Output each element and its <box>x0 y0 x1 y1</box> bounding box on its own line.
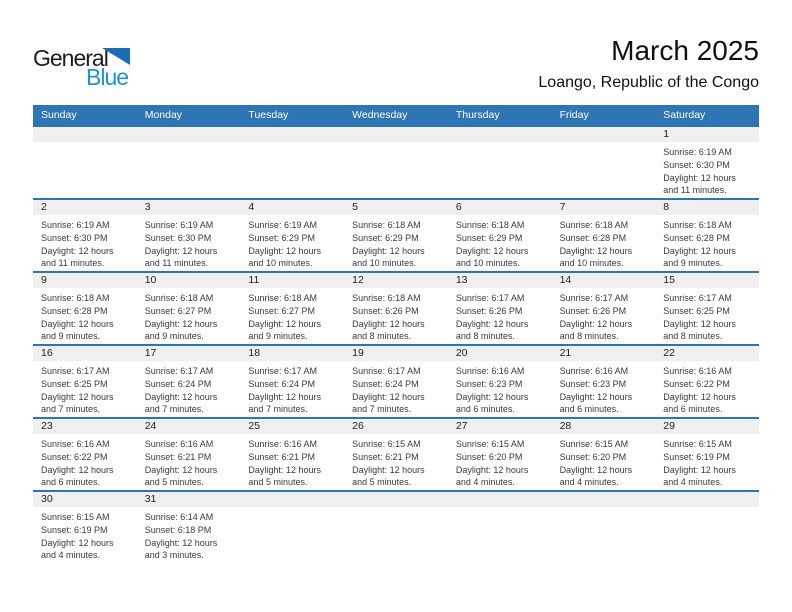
week-row-2 <box>33 198 759 271</box>
day-info <box>240 215 344 270</box>
day-cell-30 <box>33 492 137 563</box>
day-number: 30 <box>33 492 137 507</box>
day-cell-17 <box>137 346 241 417</box>
day-cell-24 <box>137 419 241 490</box>
week-row-4 <box>33 344 759 417</box>
day-info <box>655 361 759 416</box>
day-number: 22 <box>655 346 759 361</box>
day-info <box>448 142 552 146</box>
daylight-text: Daylight: 12 hours and 8 minutes. <box>352 318 425 342</box>
daylight-text: Daylight: 12 hours and 5 minutes. <box>144 464 218 488</box>
sunrise-text: Sunrise: 6:19 AM <box>144 220 214 230</box>
week-row-6 <box>33 490 759 563</box>
day-info <box>137 434 241 489</box>
sunset-text: Sunset: 6:25 PM <box>663 305 730 316</box>
day-number: 26 <box>344 419 448 434</box>
day-info <box>240 434 344 489</box>
week-row-1 <box>33 125 759 198</box>
empty-cell <box>240 127 344 198</box>
day-info <box>448 434 552 489</box>
daylight-text: Daylight: 12 hours and 8 minutes. <box>559 318 633 342</box>
day-number <box>240 127 344 142</box>
day-number <box>448 492 552 507</box>
day-info <box>33 288 137 343</box>
sunrise-text: Sunrise: 6:15 AM <box>559 439 629 449</box>
month-title: March 2025 <box>611 35 759 66</box>
day-info <box>655 507 759 511</box>
day-cell-5 <box>344 200 448 271</box>
daylight-text: Daylight: 12 hours and 11 minutes. <box>41 245 114 269</box>
weekday-header-monday: Monday <box>144 109 183 121</box>
day-cell-6 <box>448 200 552 271</box>
day-info <box>240 288 344 343</box>
sunrise-text: Sunrise: 6:17 AM <box>352 366 421 376</box>
day-info <box>240 361 344 416</box>
day-cell-16 <box>33 346 137 417</box>
day-info <box>344 507 448 511</box>
sunset-text: Sunset: 6:19 PM <box>41 524 108 535</box>
daylight-text: Daylight: 12 hours and 7 minutes. <box>352 391 425 415</box>
daylight-text: Daylight: 12 hours and 9 minutes. <box>663 245 736 269</box>
day-number: 24 <box>137 419 241 434</box>
sunset-text: Sunset: 6:24 PM <box>352 378 419 389</box>
sunrise-text: Sunrise: 6:16 AM <box>41 439 110 449</box>
sunrise-text: Sunrise: 6:17 AM <box>455 293 525 303</box>
sunset-text: Sunset: 6:27 PM <box>248 305 315 316</box>
empty-cell <box>448 492 552 563</box>
sunrise-text: Sunrise: 6:17 AM <box>144 366 214 376</box>
weekday-header-sunday: Sunday <box>41 109 77 121</box>
weekday-header-wednesday: Wednesday <box>352 109 408 121</box>
sunrise-text: Sunrise: 6:15 AM <box>455 439 525 449</box>
daylight-text: Daylight: 12 hours and 11 minutes. <box>144 245 218 269</box>
sunrise-text: Sunrise: 6:18 AM <box>41 293 110 303</box>
day-info <box>33 434 137 489</box>
day-cell-7 <box>552 200 656 271</box>
daylight-text: Daylight: 12 hours and 11 minutes. <box>663 172 736 196</box>
daylight-text: Daylight: 12 hours and 10 minutes. <box>455 245 529 269</box>
day-number: 18 <box>240 346 344 361</box>
day-cell-25 <box>240 419 344 490</box>
day-info <box>552 288 656 343</box>
day-number: 8 <box>655 200 759 215</box>
day-cell-15 <box>655 273 759 344</box>
day-info <box>240 142 344 146</box>
day-info <box>448 288 552 343</box>
day-info <box>448 361 552 416</box>
day-cell-14 <box>552 273 656 344</box>
daylight-text: Daylight: 12 hours and 5 minutes. <box>352 464 425 488</box>
empty-cell <box>240 492 344 563</box>
day-info <box>448 215 552 270</box>
day-info <box>552 361 656 416</box>
day-info <box>552 215 656 270</box>
empty-cell <box>344 127 448 198</box>
day-info <box>33 361 137 416</box>
sunrise-text: Sunrise: 6:19 AM <box>663 147 732 157</box>
sunset-text: Sunset: 6:23 PM <box>455 378 523 389</box>
sunset-text: Sunset: 6:30 PM <box>41 232 108 243</box>
sunset-text: Sunset: 6:26 PM <box>455 305 523 316</box>
week-row-3 <box>33 271 759 344</box>
sunrise-text: Sunrise: 6:19 AM <box>248 220 317 230</box>
daylight-text: Daylight: 12 hours and 6 minutes. <box>559 391 633 415</box>
day-cell-9 <box>33 273 137 344</box>
day-info <box>33 142 137 146</box>
day-info <box>33 215 137 270</box>
sunrise-text: Sunrise: 6:15 AM <box>352 439 421 449</box>
logo-text-general: General <box>33 45 108 71</box>
sunrise-text: Sunrise: 6:17 AM <box>663 293 732 303</box>
sunset-text: Sunset: 6:20 PM <box>559 451 627 462</box>
sunrise-text: Sunrise: 6:16 AM <box>144 439 214 449</box>
calendar-table <box>33 105 759 563</box>
day-number: 31 <box>137 492 241 507</box>
week-row-5 <box>33 417 759 490</box>
day-info <box>344 215 448 270</box>
empty-cell <box>344 492 448 563</box>
daylight-text: Daylight: 12 hours and 6 minutes. <box>663 391 736 415</box>
day-info <box>240 507 344 511</box>
sunset-text: Sunset: 6:25 PM <box>41 378 108 389</box>
day-info <box>552 507 656 511</box>
empty-cell <box>655 492 759 563</box>
sunrise-text: Sunrise: 6:17 AM <box>559 293 629 303</box>
day-info <box>655 434 759 489</box>
day-number: 12 <box>344 273 448 288</box>
day-cell-8 <box>655 200 759 271</box>
sunset-text: Sunset: 6:29 PM <box>455 232 523 243</box>
calendar-weeks <box>33 125 759 563</box>
day-number: 27 <box>448 419 552 434</box>
day-cell-31 <box>137 492 241 563</box>
day-info <box>137 507 241 562</box>
day-number: 6 <box>448 200 552 215</box>
day-number: 17 <box>137 346 241 361</box>
sunrise-text: Sunrise: 6:16 AM <box>248 439 317 449</box>
day-info <box>137 288 241 343</box>
sunrise-text: Sunrise: 6:18 AM <box>663 220 732 230</box>
day-cell-21 <box>552 346 656 417</box>
day-info <box>552 142 656 146</box>
sunrise-text: Sunrise: 6:16 AM <box>559 366 629 376</box>
day-number: 9 <box>33 273 137 288</box>
daylight-text: Daylight: 12 hours and 10 minutes. <box>248 245 321 269</box>
day-number: 10 <box>137 273 241 288</box>
sunrise-text: Sunrise: 6:16 AM <box>455 366 525 376</box>
day-cell-27 <box>448 419 552 490</box>
day-info <box>137 215 241 270</box>
daylight-text: Daylight: 12 hours and 7 minutes. <box>41 391 114 415</box>
day-info <box>552 434 656 489</box>
daylight-text: Daylight: 12 hours and 4 minutes. <box>455 464 529 488</box>
header-titles <box>538 35 759 92</box>
day-number: 16 <box>33 346 137 361</box>
day-number: 3 <box>137 200 241 215</box>
sunrise-text: Sunrise: 6:18 AM <box>248 293 317 303</box>
day-number: 25 <box>240 419 344 434</box>
daylight-text: Daylight: 12 hours and 6 minutes. <box>455 391 529 415</box>
day-cell-1 <box>655 127 759 198</box>
day-cell-22 <box>655 346 759 417</box>
day-number <box>344 492 448 507</box>
day-number: 13 <box>448 273 552 288</box>
empty-cell <box>137 127 241 198</box>
empty-cell <box>33 127 137 198</box>
day-cell-28 <box>552 419 656 490</box>
day-number: 23 <box>33 419 137 434</box>
day-number <box>655 492 759 507</box>
sunset-text: Sunset: 6:26 PM <box>559 305 627 316</box>
daylight-text: Daylight: 12 hours and 4 minutes. <box>41 537 114 561</box>
sunset-text: Sunset: 6:24 PM <box>248 378 315 389</box>
day-cell-12 <box>344 273 448 344</box>
sunrise-text: Sunrise: 6:18 AM <box>455 220 525 230</box>
sunrise-text: Sunrise: 6:15 AM <box>41 512 110 522</box>
day-number <box>240 492 344 507</box>
day-info <box>137 142 241 146</box>
weekday-header-saturday: Saturday <box>663 109 706 121</box>
day-info <box>344 361 448 416</box>
daylight-text: Daylight: 12 hours and 9 minutes. <box>248 318 321 342</box>
logo-text-blue: Blue <box>86 64 129 90</box>
day-cell-26 <box>344 419 448 490</box>
sunrise-text: Sunrise: 6:18 AM <box>144 293 214 303</box>
weekday-header-friday: Friday <box>559 109 589 121</box>
sunrise-text: Sunrise: 6:15 AM <box>663 439 732 449</box>
sunset-text: Sunset: 6:18 PM <box>144 524 212 535</box>
sunset-text: Sunset: 6:28 PM <box>559 232 627 243</box>
sunrise-text: Sunrise: 6:18 AM <box>352 293 421 303</box>
day-number: 14 <box>552 273 656 288</box>
weekday-header-tuesday: Tuesday <box>248 109 289 121</box>
sunrise-text: Sunrise: 6:14 AM <box>144 512 214 522</box>
day-info <box>448 507 552 511</box>
daylight-text: Daylight: 12 hours and 9 minutes. <box>41 318 114 342</box>
day-number <box>448 127 552 142</box>
daylight-text: Daylight: 12 hours and 4 minutes. <box>559 464 633 488</box>
daylight-text: Daylight: 12 hours and 3 minutes. <box>144 537 218 561</box>
day-cell-3 <box>137 200 241 271</box>
sunset-text: Sunset: 6:29 PM <box>248 232 315 243</box>
day-info <box>344 288 448 343</box>
sunset-text: Sunset: 6:24 PM <box>144 378 212 389</box>
weekday-header-thursday: Thursday <box>455 109 500 121</box>
day-number <box>344 127 448 142</box>
day-info <box>655 288 759 343</box>
sunset-text: Sunset: 6:27 PM <box>144 305 212 316</box>
daylight-text: Daylight: 12 hours and 9 minutes. <box>144 318 218 342</box>
daylight-text: Daylight: 12 hours and 4 minutes. <box>663 464 736 488</box>
sunset-text: Sunset: 6:22 PM <box>663 378 730 389</box>
sunset-text: Sunset: 6:28 PM <box>663 232 730 243</box>
sunrise-text: Sunrise: 6:17 AM <box>41 366 110 376</box>
day-cell-4 <box>240 200 344 271</box>
day-number: 1 <box>655 127 759 142</box>
day-cell-11 <box>240 273 344 344</box>
day-number <box>137 127 241 142</box>
day-cell-18 <box>240 346 344 417</box>
day-info <box>344 434 448 489</box>
sunset-text: Sunset: 6:30 PM <box>663 159 730 170</box>
day-number: 4 <box>240 200 344 215</box>
sunset-text: Sunset: 6:29 PM <box>352 232 419 243</box>
sunrise-text: Sunrise: 6:17 AM <box>248 366 317 376</box>
sunrise-text: Sunrise: 6:18 AM <box>559 220 629 230</box>
day-info <box>655 215 759 270</box>
sunset-text: Sunset: 6:22 PM <box>41 451 108 462</box>
daylight-text: Daylight: 12 hours and 8 minutes. <box>663 318 736 342</box>
day-cell-23 <box>33 419 137 490</box>
day-number: 29 <box>655 419 759 434</box>
day-number: 5 <box>344 200 448 215</box>
location-subtitle: Loango, Republic of the Congo <box>538 74 759 91</box>
daylight-text: Daylight: 12 hours and 7 minutes. <box>144 391 218 415</box>
sunrise-text: Sunrise: 6:16 AM <box>663 366 732 376</box>
sunset-text: Sunset: 6:21 PM <box>352 451 419 462</box>
empty-cell <box>448 127 552 198</box>
day-cell-29 <box>655 419 759 490</box>
day-number <box>33 127 137 142</box>
day-cell-10 <box>137 273 241 344</box>
day-info <box>33 507 137 562</box>
sunrise-text: Sunrise: 6:19 AM <box>41 220 110 230</box>
day-number: 15 <box>655 273 759 288</box>
sunrise-text: Sunrise: 6:18 AM <box>352 220 421 230</box>
day-number: 7 <box>552 200 656 215</box>
daylight-text: Daylight: 12 hours and 10 minutes. <box>352 245 425 269</box>
daylight-text: Daylight: 12 hours and 7 minutes. <box>248 391 321 415</box>
day-info <box>655 142 759 197</box>
sunset-text: Sunset: 6:19 PM <box>663 451 730 462</box>
daylight-text: Daylight: 12 hours and 10 minutes. <box>559 245 633 269</box>
daylight-text: Daylight: 12 hours and 8 minutes. <box>455 318 529 342</box>
general-blue-logo <box>33 45 173 97</box>
day-number: 28 <box>552 419 656 434</box>
daylight-text: Daylight: 12 hours and 5 minutes. <box>248 464 321 488</box>
sunset-text: Sunset: 6:21 PM <box>144 451 212 462</box>
day-info <box>137 361 241 416</box>
empty-cell <box>552 492 656 563</box>
sunset-text: Sunset: 6:28 PM <box>41 305 108 316</box>
day-cell-2 <box>33 200 137 271</box>
day-number: 19 <box>344 346 448 361</box>
weekday-header-row <box>33 105 759 125</box>
sunset-text: Sunset: 6:21 PM <box>248 451 315 462</box>
sunset-text: Sunset: 6:23 PM <box>559 378 627 389</box>
day-number <box>552 127 656 142</box>
sunset-text: Sunset: 6:20 PM <box>455 451 523 462</box>
sunset-text: Sunset: 6:30 PM <box>144 232 212 243</box>
day-cell-20 <box>448 346 552 417</box>
day-number: 20 <box>448 346 552 361</box>
day-number: 21 <box>552 346 656 361</box>
day-cell-19 <box>344 346 448 417</box>
day-info <box>344 142 448 146</box>
day-number: 2 <box>33 200 137 215</box>
day-number: 11 <box>240 273 344 288</box>
day-number <box>552 492 656 507</box>
day-cell-13 <box>448 273 552 344</box>
sunset-text: Sunset: 6:26 PM <box>352 305 419 316</box>
daylight-text: Daylight: 12 hours and 6 minutes. <box>41 464 114 488</box>
empty-cell <box>552 127 656 198</box>
